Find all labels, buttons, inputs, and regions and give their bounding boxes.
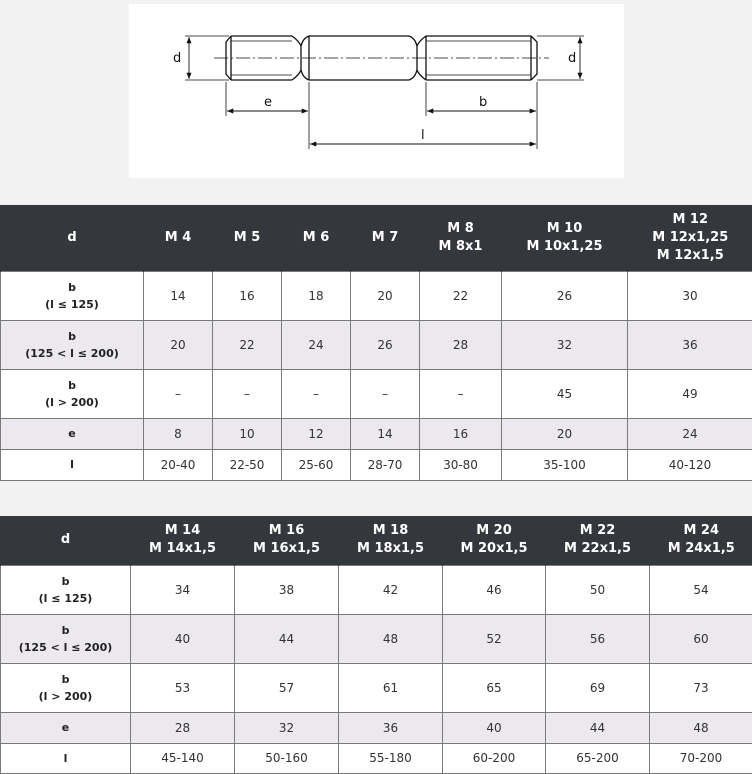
table-row bbox=[1, 663, 752, 712]
header-col: M 5 bbox=[213, 205, 282, 271]
table-cell: 26 bbox=[502, 271, 628, 320]
table-cell: 40 bbox=[443, 712, 546, 743]
header-col: M 12 M 12x1,25 M 12x1,5 bbox=[628, 205, 752, 271]
table-cell: 65 bbox=[443, 663, 546, 712]
table-cell: 55-180 bbox=[339, 743, 443, 773]
table-cell: – bbox=[144, 369, 213, 418]
table-cell: 20 bbox=[144, 320, 213, 369]
table-cell: 30-80 bbox=[420, 449, 502, 480]
table-cell: 36 bbox=[339, 712, 443, 743]
table-cell: 35-100 bbox=[502, 449, 628, 480]
table-cell: – bbox=[351, 369, 420, 418]
table-cell: 8 bbox=[144, 418, 213, 449]
table-cell: 14 bbox=[351, 418, 420, 449]
table-cell: 25-60 bbox=[282, 449, 351, 480]
table-header-row bbox=[1, 205, 752, 271]
table-cell: 60 bbox=[650, 614, 752, 663]
row-label: l bbox=[1, 449, 144, 480]
table-cell: 22 bbox=[420, 271, 502, 320]
table-cell: 44 bbox=[546, 712, 650, 743]
row-label: b (125 < l ≤ 200) bbox=[1, 614, 131, 663]
row-label: e bbox=[1, 418, 144, 449]
table-cell: 46 bbox=[443, 565, 546, 614]
table-cell: 16 bbox=[420, 418, 502, 449]
table-cell: 40 bbox=[131, 614, 235, 663]
table-cell: 20 bbox=[502, 418, 628, 449]
table-cell: 50 bbox=[546, 565, 650, 614]
table-cell: 65-200 bbox=[546, 743, 650, 773]
table-row bbox=[1, 614, 752, 663]
dimension-lines bbox=[189, 37, 580, 144]
table-row bbox=[1, 712, 752, 743]
extension-lines bbox=[185, 36, 584, 149]
dimensions-table-1 bbox=[0, 205, 752, 481]
table-cell: 30 bbox=[628, 271, 752, 320]
row-label: b (l > 200) bbox=[1, 369, 144, 418]
table-cell: 18 bbox=[282, 271, 351, 320]
dim-label-d-right: d bbox=[568, 51, 576, 66]
table-cell: 44 bbox=[235, 614, 339, 663]
header-col: M 6 bbox=[282, 205, 351, 271]
dim-label-l: l bbox=[421, 128, 425, 143]
table-cell: 24 bbox=[282, 320, 351, 369]
table-row bbox=[1, 565, 752, 614]
table-header-row bbox=[1, 516, 752, 565]
row-label: b (l > 200) bbox=[1, 663, 131, 712]
table-cell: – bbox=[282, 369, 351, 418]
table-cell: 20 bbox=[351, 271, 420, 320]
table-cell: 50-160 bbox=[235, 743, 339, 773]
table-cell: 73 bbox=[650, 663, 752, 712]
table-cell: 60-200 bbox=[443, 743, 546, 773]
stud-bolt-diagram bbox=[129, 4, 624, 178]
table-row bbox=[1, 743, 752, 773]
header-col: M 7 bbox=[351, 205, 420, 271]
table-cell: 12 bbox=[282, 418, 351, 449]
header-col: M 24 M 24x1,5 bbox=[650, 516, 752, 565]
table-cell: 45 bbox=[502, 369, 628, 418]
dim-label-b: b bbox=[479, 95, 487, 110]
table-cell: 48 bbox=[650, 712, 752, 743]
table-cell: 45-140 bbox=[131, 743, 235, 773]
header-d: d bbox=[1, 205, 144, 271]
table-cell: 32 bbox=[235, 712, 339, 743]
table-cell: 70-200 bbox=[650, 743, 752, 773]
table-row bbox=[1, 271, 752, 320]
table-cell: 16 bbox=[213, 271, 282, 320]
dim-label-d-left: d bbox=[173, 51, 181, 66]
table-cell: 34 bbox=[131, 565, 235, 614]
row-label: b (l ≤ 125) bbox=[1, 271, 144, 320]
table-cell: 28-70 bbox=[351, 449, 420, 480]
table-row bbox=[1, 369, 752, 418]
header-d: d bbox=[1, 516, 131, 565]
table-cell: – bbox=[213, 369, 282, 418]
table-cell: 56 bbox=[546, 614, 650, 663]
table-cell: 14 bbox=[144, 271, 213, 320]
header-col: M 20 M 20x1,5 bbox=[443, 516, 546, 565]
row-label: l bbox=[1, 743, 131, 773]
table-cell: 24 bbox=[628, 418, 752, 449]
table-cell: 38 bbox=[235, 565, 339, 614]
header-col: M 8 M 8x1 bbox=[420, 205, 502, 271]
table-row bbox=[1, 320, 752, 369]
header-col: M 16 M 16x1,5 bbox=[235, 516, 339, 565]
table-cell: 20-40 bbox=[144, 449, 213, 480]
header-col: M 14 M 14x1,5 bbox=[131, 516, 235, 565]
row-label: b (125 < l ≤ 200) bbox=[1, 320, 144, 369]
table-cell: 32 bbox=[502, 320, 628, 369]
table-row bbox=[1, 418, 752, 449]
row-label: b (l ≤ 125) bbox=[1, 565, 131, 614]
table-cell: 36 bbox=[628, 320, 752, 369]
table-cell: 52 bbox=[443, 614, 546, 663]
table-cell: 54 bbox=[650, 565, 752, 614]
header-col: M 10 M 10x1,25 bbox=[502, 205, 628, 271]
table-cell: 48 bbox=[339, 614, 443, 663]
table-cell: 26 bbox=[351, 320, 420, 369]
table-cell: 57 bbox=[235, 663, 339, 712]
table-cell: 53 bbox=[131, 663, 235, 712]
table-cell: 28 bbox=[420, 320, 502, 369]
stud-bolt-drawing bbox=[129, 4, 624, 178]
row-label: e bbox=[1, 712, 131, 743]
dimensions-table-2 bbox=[0, 516, 752, 774]
header-col: M 4 bbox=[144, 205, 213, 271]
table-cell: 28 bbox=[131, 712, 235, 743]
table-cell: – bbox=[420, 369, 502, 418]
table-cell: 10 bbox=[213, 418, 282, 449]
table-cell: 49 bbox=[628, 369, 752, 418]
table-cell: 22-50 bbox=[213, 449, 282, 480]
table-cell: 61 bbox=[339, 663, 443, 712]
table-cell: 42 bbox=[339, 565, 443, 614]
dim-label-e: e bbox=[264, 95, 272, 110]
table-cell: 69 bbox=[546, 663, 650, 712]
table-cell: 22 bbox=[213, 320, 282, 369]
table-cell: 40-120 bbox=[628, 449, 752, 480]
header-col: M 18 M 18x1,5 bbox=[339, 516, 443, 565]
header-col: M 22 M 22x1,5 bbox=[546, 516, 650, 565]
table-row bbox=[1, 449, 752, 480]
